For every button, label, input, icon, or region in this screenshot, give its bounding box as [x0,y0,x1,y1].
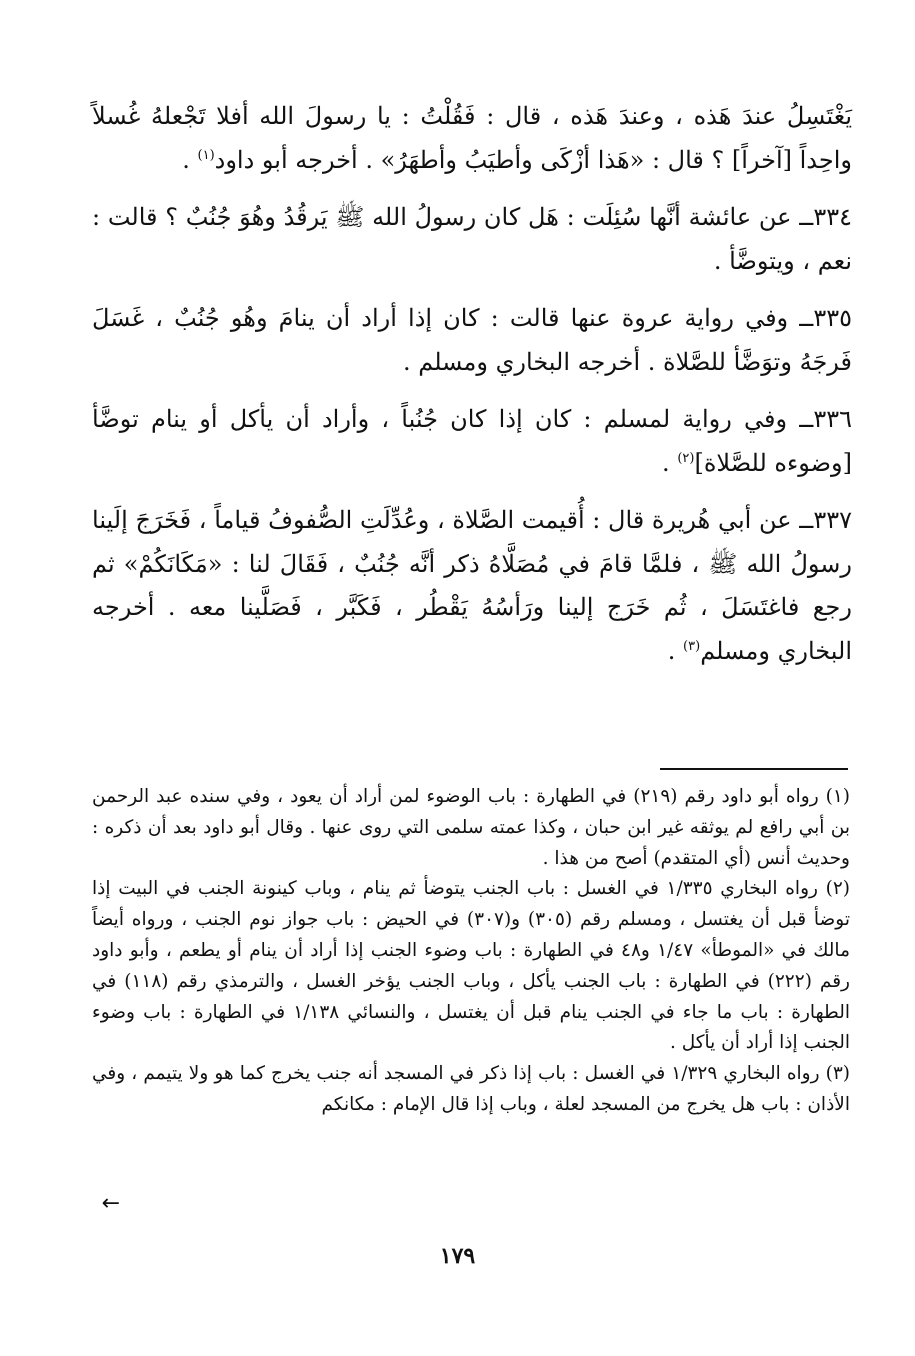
footnote-ref: (٣) [683,638,701,654]
footnote-3: (٣) رواه البخاري ١/٣٢٩ في الغسل : باب إذا ذكر في المسجد أنه جنب يخرج كما هو ولا يتيمم ، وفي الأذان : باب هل يخرج من المسجد لعلة ، وباب إذا قال الإمام : مكانكم [92,1063,850,1115]
main-text [92,95,852,687]
paragraph-continuation [92,95,852,182]
paragraph-end: . [182,145,198,174]
hadith-336 [92,398,852,485]
page-number: ١٧٩ [439,1243,476,1269]
footnotes [92,782,850,1121]
paragraph-text: ٣٣٧ــ عن أبي هُريرة قال : أُقيمت الصَّلاة ، وعُدِّلَتِ الصُّفوفُ قياماً ، فَخَرَجَ إلَينا رسولُ الله ﷺ ، فلمَّا قامَ في مُصَلَّاهُ ذكر أنَّه جُنُبٌ ، فَقَالَ لنا : «مَكَانَكُمْ» ثم رجع فاغتَسَلَ ، ثُم خَرَج إلينا ورَأسُهُ يَقْطُر ، فَكَبَّر ، فَصَلَّينا معه . أخرجه البخاري ومسلم [92,506,852,665]
footnote-separator [660,768,848,770]
paragraph-text: ٣٣٤ــ عن عائشة أنَّها سُئِلَت : هَل كان رسولُ الله ﷺ يَرقُدُ وهُوَ جُنُبٌ ؟ قالت : نعم ، ويتوضَّأ . [92,203,852,275]
paragraph-text: يَغْتَسِلُ عندَ هَذه ، وعندَ هَذه ، قال : فَقُلْتُ : يا رسولَ الله أفلا تَجْعلهُ غُسلاً واحِداً [آخراً] ؟ قال : «هَذا أزْكَى وأطيَبُ وأطهَرُ» . أخرجه أبو داود [92,102,852,174]
paragraph-end: . [667,636,684,665]
footnote-ref: (٢) [677,450,695,466]
hadith-335 [92,297,852,384]
hadith-337 [92,499,852,673]
paragraph-text: ٣٣٦ــ وفي رواية لمسلم : كان إذا كان جُنُباً ، وأراد أن يأكل أو ينام توضَّأ [وضوءه للصَّلاة] [92,405,852,477]
hadith-334 [92,196,852,283]
continuation-arrow-icon: ← [101,1191,120,1216]
paragraph-end: . [662,448,678,477]
footnote-1: (١) رواه أبو داود رقم (٢١٩) في الطهارة : باب الوضوء لمن أراد أن يعود ، وفي سنده عبد الرحمن بن أبي رافع لم يوثقه غير ابن حبان ، وكذا عمته سلمى التي روى عنها . وقال أبو داود بعد أن ذكره : وحديث أنس (أي المتقدم) أصح من هذا . [92,786,850,869]
footnote-2: (٢) رواه البخاري ١/٣٣٥ في الغسل : باب الجنب يتوضأ ثم ينام ، وباب كينونة الجنب في البيت إذا توضأ قبل أن يغتسل ، ومسلم رقم (٣٠٥) و(٣٠٧) في الحيض : باب جواز نوم الجنب ، ورواه أيضاً مالك في «الموطأ» ١/٤٧ و٤٨ في الطهارة : باب وضوء الجنب إذا أراد أن ينام أو يطعم ، وأبو داود رقم (٢٢٢) في الطهارة : باب الجنب يأكل ، وباب الجنب يؤخر الغسل ، والترمذي رقم (١١٨) في الطهارة : باب ما جاء في الجنب ينام قبل أن يغتسل ، والنسائي ١/١٣٨ في الطهارة : باب وضوء الجنب إذا أراد أن يأكل . [92,878,850,1054]
footnote-ref: (١) [197,147,215,163]
paragraph-text: ٣٣٥ــ وفي رواية عروة عنها قالت : كان إذا أراد أن ينامَ وهُو جُنُبٌ ، غَسَلَ فَرجَهُ وتوَضَّأ للصَّلاة . أخرجه البخاري ومسلم . [92,304,852,376]
